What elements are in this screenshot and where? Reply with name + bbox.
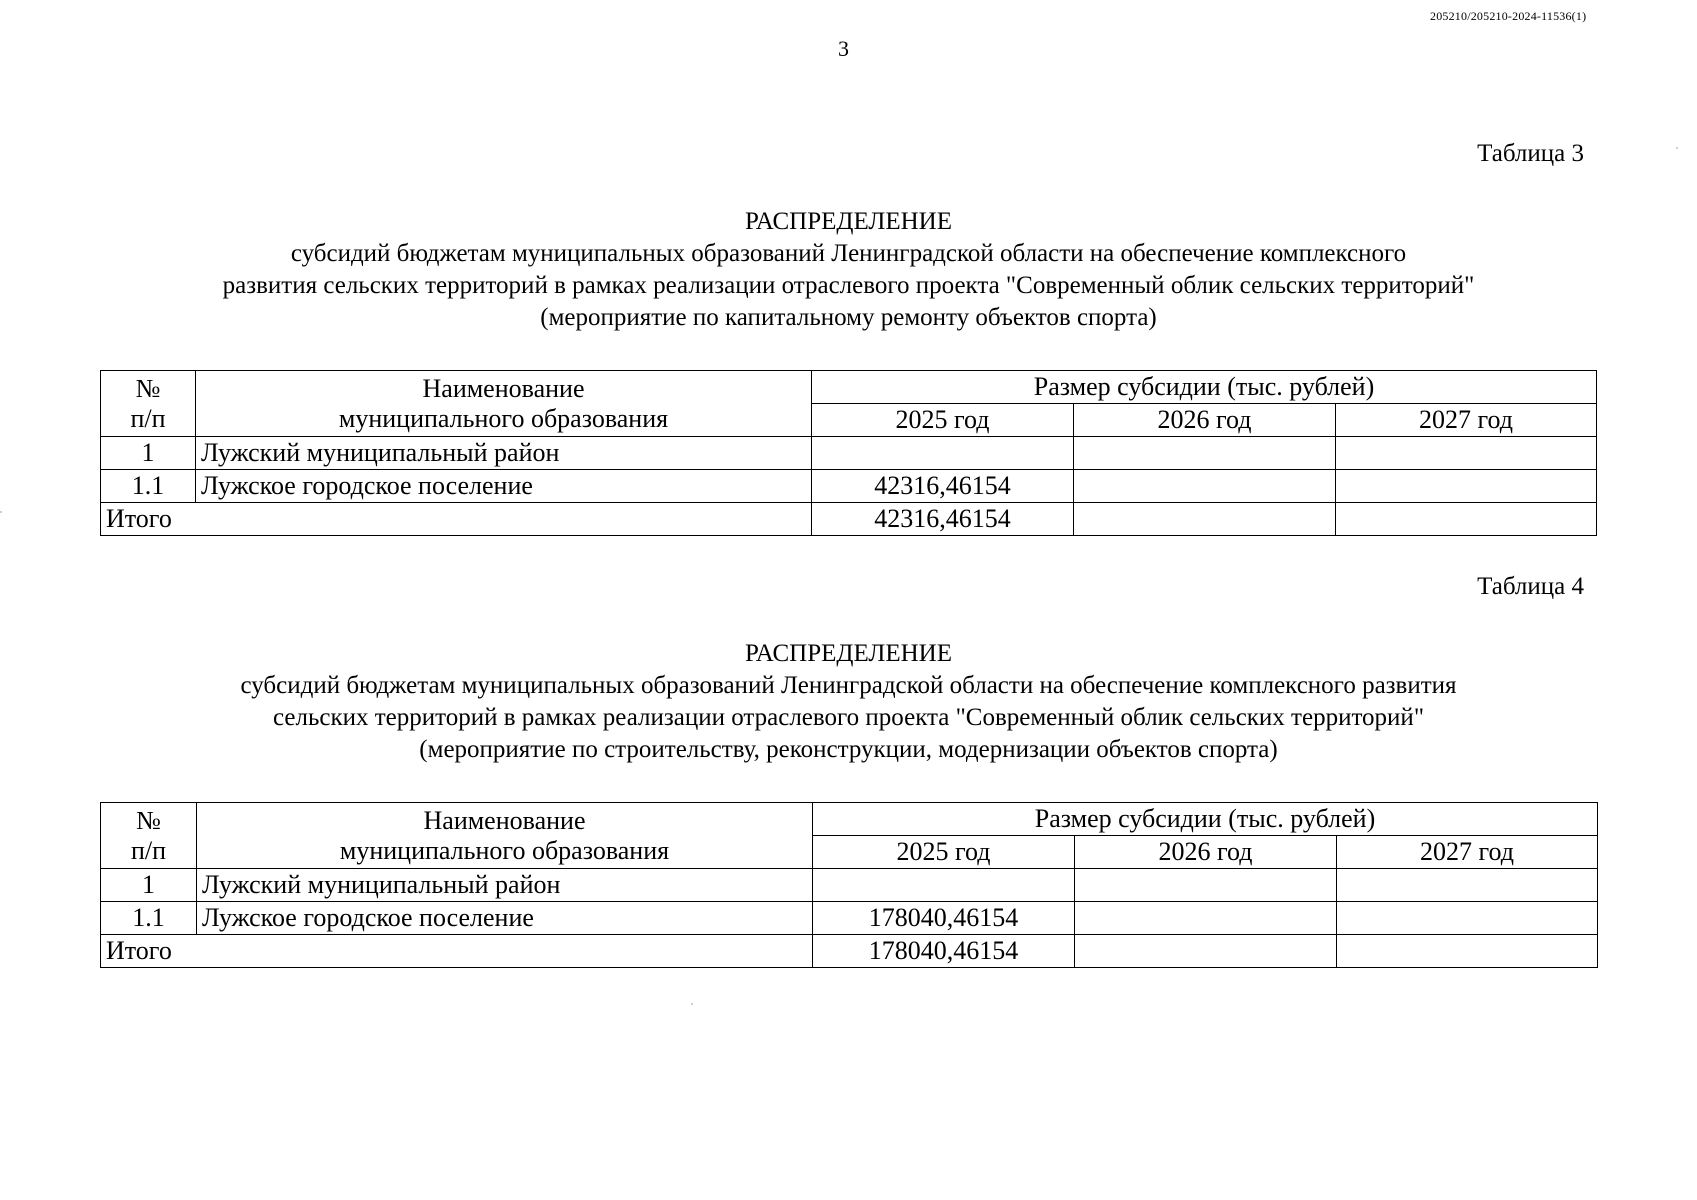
table-4-subtitle-line-1: субсидий бюджетам муниципальных образований Ленинградской области на обеспечение комплексного развития (240, 672, 1457, 699)
total-label: Итого (101, 935, 813, 968)
table-3-title: РАСПРЕДЕЛЕНИЕ (744, 208, 953, 235)
row-no: 1 (101, 437, 196, 470)
header-subsidy: Размер субсидии (тыс. рублей) (813, 803, 1598, 836)
header-name-line-1: Наименование (423, 805, 586, 835)
total-2026 (1074, 503, 1336, 536)
row-2027 (1337, 902, 1598, 935)
table-4-heading (0, 638, 1697, 766)
row-2026 (1075, 869, 1337, 902)
table-4-title: РАСПРЕДЕЛЕНИЕ (744, 640, 953, 667)
row-2027 (1337, 869, 1598, 902)
row-2025: 42316,46154 (812, 470, 1074, 503)
header-year-2026: 2026 год (1074, 404, 1336, 437)
table-4-subtitle-line-3: (мероприятие по строительству, реконструкции, модернизации объектов спорта) (419, 736, 1278, 763)
row-name: Лужский муниципальный район (197, 869, 813, 902)
table-row (101, 470, 1597, 503)
scan-speck (0, 511, 2, 513)
table-4-subtitle-line-2: сельских территорий в рамках реализации отраслевого проекта "Современный облик сельских территорий" (272, 704, 1425, 731)
header-year-2027: 2027 год (1337, 836, 1598, 869)
scan-speck (691, 1003, 693, 1005)
table-3-subtitle-line-2: развития сельских территорий в рамках реализации отраслевого проекта "Современный облик сельских территорий" (222, 272, 1475, 299)
page-number: 3 (838, 36, 849, 61)
table-3-label: Таблица 3 (1477, 140, 1584, 167)
row-name: Лужский муниципальный район (196, 437, 812, 470)
header-no-line-2: п/п (130, 835, 167, 865)
header-year-2025: 2025 год (812, 404, 1074, 437)
row-name: Лужское городское поселение (196, 470, 812, 503)
document-id: 205210/205210-2024-11536(1) (1430, 9, 1587, 23)
table-3-subtitle-line-1: субсидий бюджетам муниципальных образований Ленинградской области на обеспечение комплексного (290, 240, 1407, 267)
row-no: 1.1 (101, 902, 197, 935)
header-name-line-2: муниципального образования (339, 835, 670, 865)
subsidy-table-4 (100, 802, 1598, 968)
table-row (101, 902, 1598, 935)
row-2026 (1074, 437, 1336, 470)
header-name-line-1: Наименование (422, 373, 585, 403)
row-2025: 178040,46154 (813, 902, 1075, 935)
row-2027 (1336, 437, 1597, 470)
header-name-line-2: муниципального образования (338, 403, 669, 433)
header-no (101, 803, 197, 869)
table-3-subtitle-line-3: (мероприятие по капитальному ремонту объектов спорта) (540, 304, 1157, 331)
table-total-row (101, 935, 1598, 968)
table-total-row (101, 503, 1597, 536)
header-no-line-2: п/п (130, 403, 166, 433)
row-name: Лужское городское поселение (197, 902, 813, 935)
header-no-line-1: № (136, 805, 161, 835)
header-no-line-1: № (135, 373, 161, 403)
subsidy-table-3 (100, 370, 1597, 536)
row-no: 1 (101, 869, 197, 902)
header-subsidy: Размер субсидии (тыс. рублей) (812, 371, 1597, 404)
header-no (101, 371, 196, 437)
table-header-row (101, 803, 1598, 836)
header-year-2027: 2027 год (1336, 404, 1597, 437)
row-2026 (1074, 470, 1336, 503)
row-2025 (813, 869, 1075, 902)
table-3-heading (0, 206, 1697, 334)
row-2026 (1075, 902, 1337, 935)
total-label: Итого (101, 503, 812, 536)
header-year-2026: 2026 год (1075, 836, 1337, 869)
table-row (101, 869, 1598, 902)
total-2025: 178040,46154 (813, 935, 1075, 968)
table-header-row (101, 371, 1597, 404)
total-2027 (1336, 503, 1597, 536)
header-name (197, 803, 813, 869)
total-2027 (1337, 935, 1598, 968)
total-2025: 42316,46154 (812, 503, 1074, 536)
total-2026 (1075, 935, 1337, 968)
table-4-label: Таблица 4 (1477, 573, 1584, 600)
scan-speck (1676, 147, 1678, 149)
row-no: 1.1 (101, 470, 196, 503)
row-2027 (1336, 470, 1597, 503)
table-row (101, 437, 1597, 470)
row-2025 (812, 437, 1074, 470)
header-year-2025: 2025 год (813, 836, 1075, 869)
header-name (196, 371, 812, 437)
